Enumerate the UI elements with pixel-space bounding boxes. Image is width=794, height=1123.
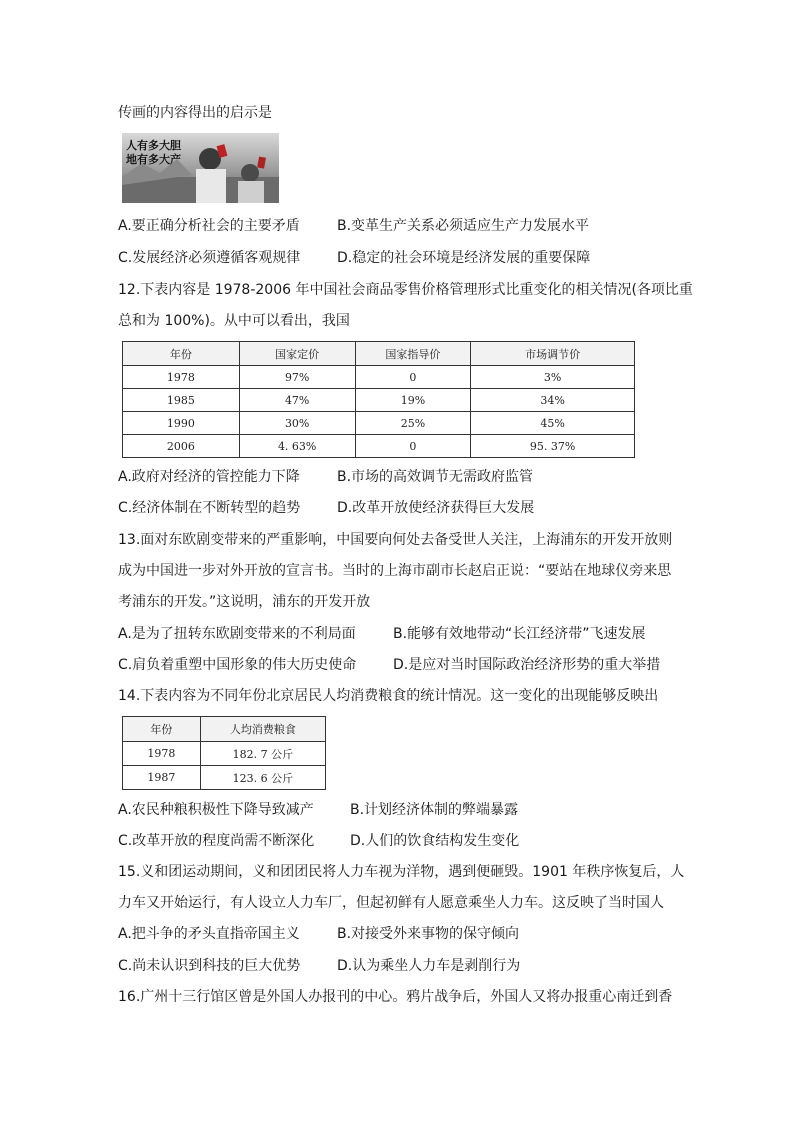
- table-row: [123, 766, 326, 790]
- grain-consumption-table: [122, 716, 326, 790]
- table-cell: 4. 63%: [239, 435, 355, 458]
- q13-option-d: D.是应对当时国际政治经济形势的重大举措: [393, 657, 661, 673]
- price-management-table: [122, 341, 635, 458]
- poster-slogan-line2: 地有多大产: [126, 153, 181, 166]
- q16-stem-line1: 16.广州十三行馆区曾是外国人办报刊的中心。鸦片战争后，外国人又将办报重心南迁到香: [118, 989, 673, 1005]
- q12-option-b: B.市场的高效调节无需政府监管: [337, 469, 534, 485]
- q15-option-b: B.对接受外来事物的保守倾向: [337, 926, 520, 942]
- table-cell: 97%: [239, 366, 355, 389]
- table-header-cell: 市场调节价: [471, 342, 635, 366]
- q12-option-a: A.政府对经济的管控能力下降: [118, 469, 300, 485]
- q12-stem-line1: 12.下表内容是 1978-2006 年中国社会商品零售价格管理形式比重变化的相关情况(各项比重: [118, 282, 693, 298]
- q13-option-b: B.能够有效地带动“长江经济带”飞速发展: [393, 626, 646, 642]
- table-cell: 95. 37%: [471, 435, 635, 458]
- q14-option-b: B.计划经济体制的弊端暴露: [350, 802, 519, 818]
- table-cell: 1987: [123, 766, 201, 790]
- table-header-cell: 国家定价: [239, 342, 355, 366]
- table-row: [123, 366, 635, 389]
- table-cell: 123. 6 公斤: [200, 766, 325, 790]
- table-cell: 47%: [239, 389, 355, 412]
- q14-option-a: A.农民种粮积极性下降导致减产: [118, 802, 314, 818]
- q13-stem-line2: 成为中国进一步对外开放的宣言书。当时的上海市副市长赵启正说：“要站在地球仪旁来思: [118, 563, 672, 579]
- table-cell: 182. 7 公斤: [200, 742, 325, 766]
- table-cell: 19%: [355, 389, 471, 412]
- table-header-cell: 年份: [123, 342, 240, 366]
- table-cell: 34%: [471, 389, 635, 412]
- table-cell: 45%: [471, 412, 635, 435]
- table-cell: 3%: [471, 366, 635, 389]
- table-cell: 0: [355, 435, 471, 458]
- table-header-row: [123, 717, 326, 742]
- table-row: [123, 389, 635, 412]
- table-row: [123, 412, 635, 435]
- table-cell: 1978: [123, 742, 201, 766]
- table-cell: 0: [355, 366, 471, 389]
- table-row: [123, 435, 635, 458]
- q15-option-a: A.把斗争的矛头直指帝国主义: [118, 926, 300, 942]
- table-header-row: [123, 342, 635, 366]
- q15-option-d: D.认为乘坐人力车是剥削行为: [337, 958, 521, 974]
- q11-option-a: A.要正确分析社会的主要矛盾: [118, 218, 300, 234]
- poster-image: [122, 133, 279, 203]
- table-row: [123, 742, 326, 766]
- q15-stem-line1: 15.义和团运动期间，义和团团民将人力车视为洋物，遇到便砸毁。1901 年秩序恢复后，人: [118, 864, 685, 880]
- q13-stem-line3: 考浦东的开发。”这说明，浦东的开发开放: [118, 594, 371, 610]
- q12-option-d: D.改革开放使经济获得巨大发展: [337, 500, 535, 516]
- q13-option-a: A.是为了扭转东欧剧变带来的不利局面: [118, 626, 356, 642]
- q14-stem-line1: 14.下表内容为不同年份北京居民人均消费粮食的统计情况。这一变化的出现能够反映出: [118, 688, 659, 704]
- q13-option-c: C.肩负着重塑中国形象的伟大历史使命: [118, 657, 357, 673]
- q12-option-c: C.经济体制在不断转型的趋势: [118, 500, 301, 516]
- table-cell: 25%: [355, 412, 471, 435]
- table-header-cell: 人均消费粮食: [200, 717, 325, 742]
- q14-option-c: C.改革开放的程度尚需不断深化: [118, 833, 315, 849]
- table-header-cell: 国家指导价: [355, 342, 471, 366]
- q11-option-c: C.发展经济必须遵循客观规律: [118, 250, 301, 266]
- table-cell: 1985: [123, 389, 240, 412]
- q12-stem-line2: 总和为 100%)。从中可以看出，我国: [118, 313, 350, 329]
- table-header-cell: 年份: [123, 717, 201, 742]
- table-cell: 30%: [239, 412, 355, 435]
- q11-stem-tail: 传画的内容得出的启示是: [118, 105, 272, 121]
- q15-option-c: C.尚未认识到科技的巨大优势: [118, 958, 301, 974]
- q11-option-b: B.变革生产关系必须适应生产力发展水平: [337, 218, 590, 234]
- q13-stem-line1: 13.面对东欧剧变带来的严重影响，中国要向何处去备受世人关注，上海浦东的开发开放则: [118, 532, 673, 548]
- table-cell: 1978: [123, 366, 240, 389]
- q14-option-d: D.人们的饮食结构发生变化: [350, 833, 520, 849]
- q15-stem-line2: 力车又开始运行，有人设立人力车厂，但起初鲜有人愿意乘坐人力车。这反映了当时国人: [118, 895, 664, 911]
- q11-option-d: D.稳定的社会环境是经济发展的重要保障: [337, 250, 591, 266]
- poster-slogan-line1: 人有多大胆: [126, 139, 181, 152]
- table-cell: 1990: [123, 412, 240, 435]
- table-cell: 2006: [123, 435, 240, 458]
